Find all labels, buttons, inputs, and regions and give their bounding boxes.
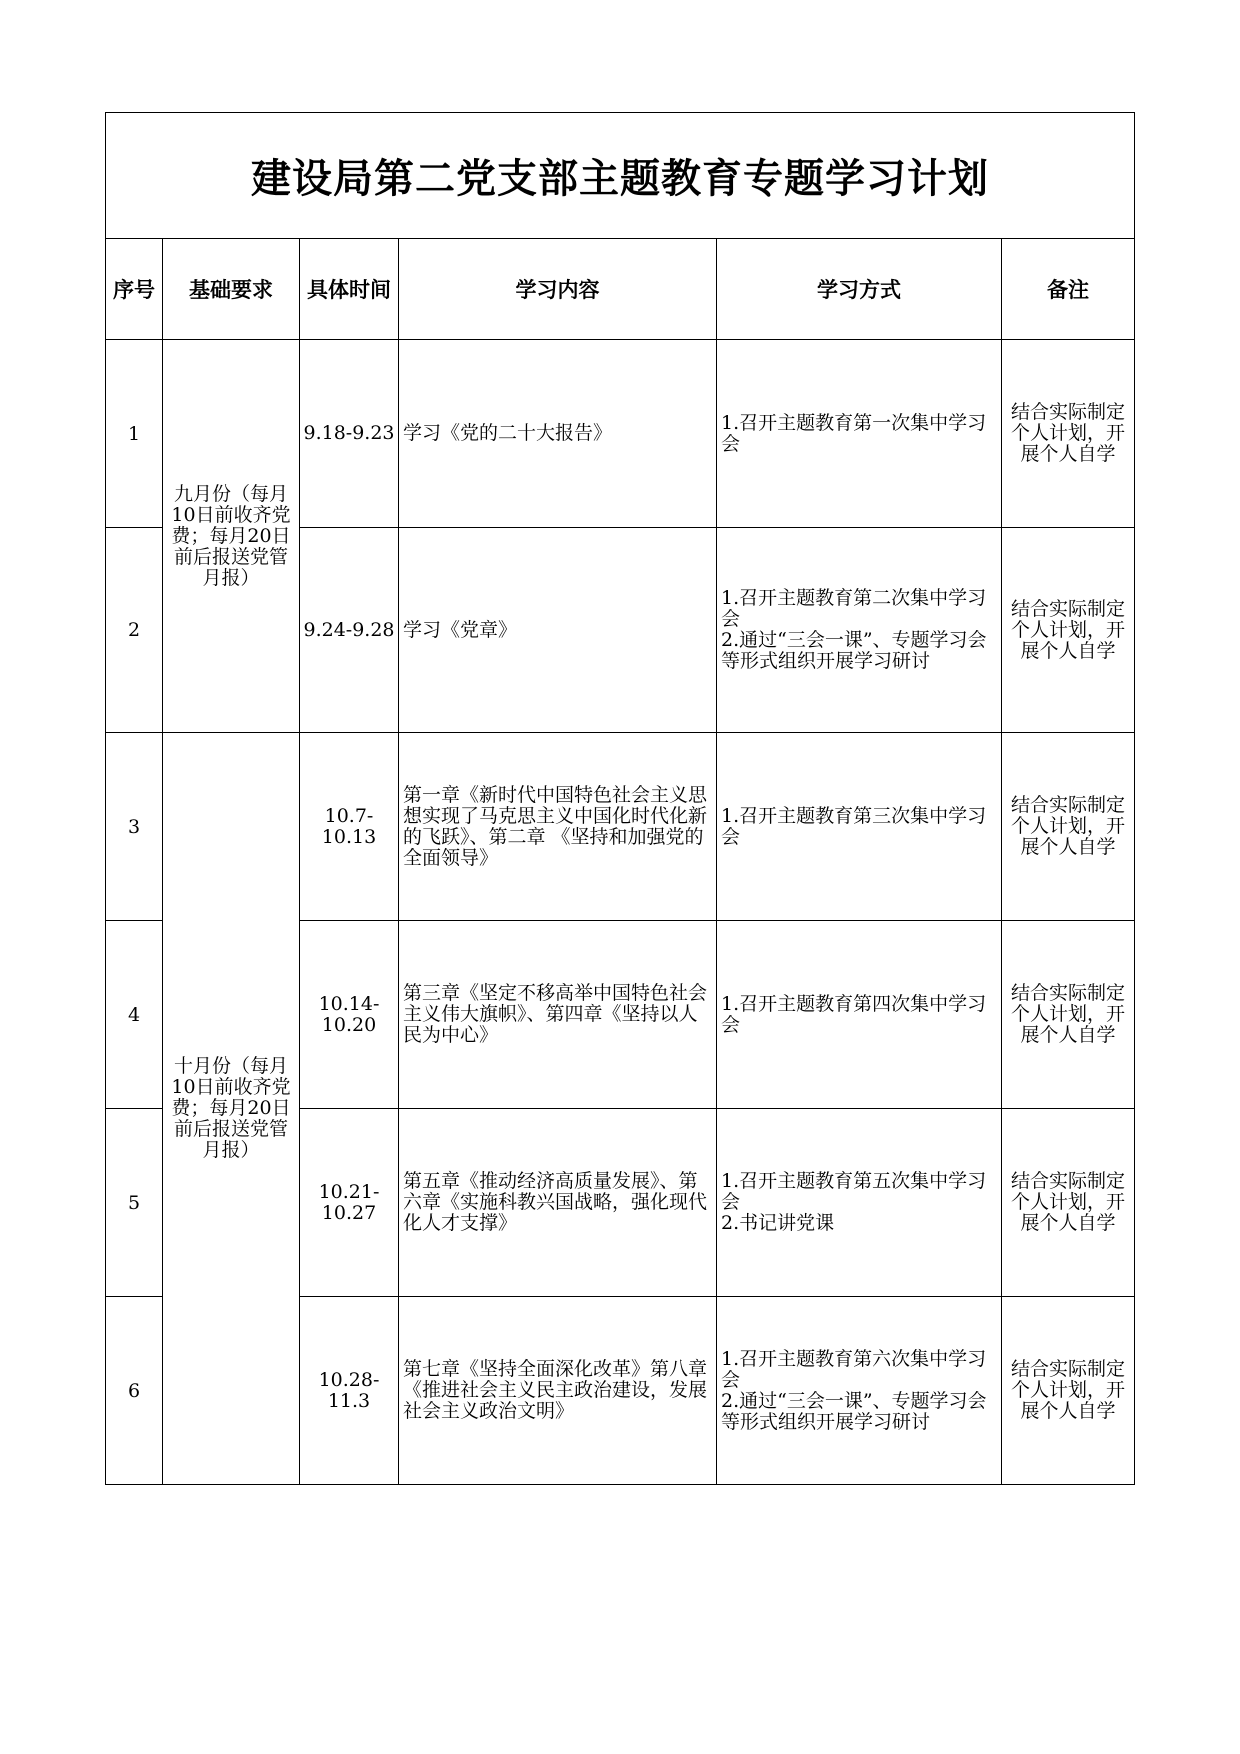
row-method [717, 921, 1002, 1109]
method-line: 2.书记讲党课 [721, 1212, 835, 1234]
row-method [717, 528, 1002, 733]
method-line: 2.通过“三会一课”、专题学习会等形式组织开展学习研讨 [721, 629, 987, 672]
row-date: 10.14-10.20 [300, 921, 399, 1109]
row-note: 结合实际制定个人计划，开展个人自学 [1002, 340, 1135, 528]
row-note: 结合实际制定个人计划，开展个人自学 [1002, 528, 1135, 733]
method-line: 1.召开主题教育第四次集中学习会 [721, 992, 987, 1036]
header-date: 具体时间 [300, 239, 399, 340]
row-note: 结合实际制定个人计划，开展个人自学 [1002, 733, 1135, 921]
row-index: 5 [106, 1109, 163, 1297]
requirement-cell: 十月份（每月10日前收齐党费；每月20日前后报送党管月报） [163, 733, 300, 1485]
header-requirement: 基础要求 [163, 239, 300, 340]
row-note: 结合实际制定个人计划，开展个人自学 [1002, 1297, 1135, 1485]
header-index: 序号 [106, 239, 163, 340]
row-index: 2 [106, 528, 163, 733]
row-method [717, 1297, 1002, 1485]
row-content: 第七章《坚持全面深化改革》第八章《推进社会主义民主政治建设，发展社会主义政治文明》 [399, 1297, 717, 1485]
row-method [717, 1109, 1002, 1297]
row-method [717, 733, 1002, 921]
method-line: 1.召开主题教育第五次集中学习会 [721, 1170, 987, 1213]
row-method [717, 340, 1002, 528]
row-content: 第一章《新时代中国特色社会主义思想实现了马克思主义中国化时代化新的飞跃》、第二章 《坚持和加强党的全面领导》 [399, 733, 717, 921]
header-note: 备注 [1002, 239, 1135, 340]
title-row [106, 113, 1135, 239]
row-content: 第五章《推动经济高质量发展》、第六章《实施科教兴国战略，强化现代化人才支撑》 [399, 1109, 717, 1297]
method-line: 1.召开主题教育第一次集中学习会 [721, 411, 987, 455]
row-date: 10.7-10.13 [300, 733, 399, 921]
row-note: 结合实际制定个人计划，开展个人自学 [1002, 921, 1135, 1109]
row-index: 1 [106, 340, 163, 528]
header-content: 学习内容 [399, 239, 717, 340]
row-content: 学习《党章》 [399, 528, 717, 733]
method-line: 1.召开主题教育第六次集中学习会 [721, 1347, 987, 1391]
method-line: 1.召开主题教育第二次集中学习会 [721, 587, 987, 630]
row-date: 9.18-9.23 [300, 340, 399, 528]
row-date: 9.24-9.28 [300, 528, 399, 733]
row-date: 10.21-10.27 [300, 1109, 399, 1297]
row-index: 4 [106, 921, 163, 1109]
header-method: 学习方式 [717, 239, 1002, 340]
row-note: 结合实际制定个人计划，开展个人自学 [1002, 1109, 1135, 1297]
row-content: 学习《党的二十大报告》 [399, 340, 717, 528]
row-index: 6 [106, 1297, 163, 1485]
row-date: 10.28-11.3 [300, 1297, 399, 1485]
row-content: 第三章《坚定不移高举中国特色社会主义伟大旗帜》、第四章《坚持以人民为中心》 [399, 921, 717, 1109]
method-line: 2.通过“三会一课”、专题学习会等形式组织开展学习研讨 [721, 1389, 987, 1433]
header-row [106, 239, 1135, 340]
requirement-cell: 九月份（每月10日前收齐党费；每月20日前后报送党管月报） [163, 340, 300, 733]
page-title: 建设局第二党支部主题教育专题学习计划 [106, 113, 1135, 239]
method-line: 1.召开主题教育第三次集中学习会 [721, 804, 987, 848]
row-index: 3 [106, 733, 163, 921]
table-row [106, 340, 1135, 528]
table-row [106, 733, 1135, 921]
study-plan-table [105, 112, 1135, 1485]
